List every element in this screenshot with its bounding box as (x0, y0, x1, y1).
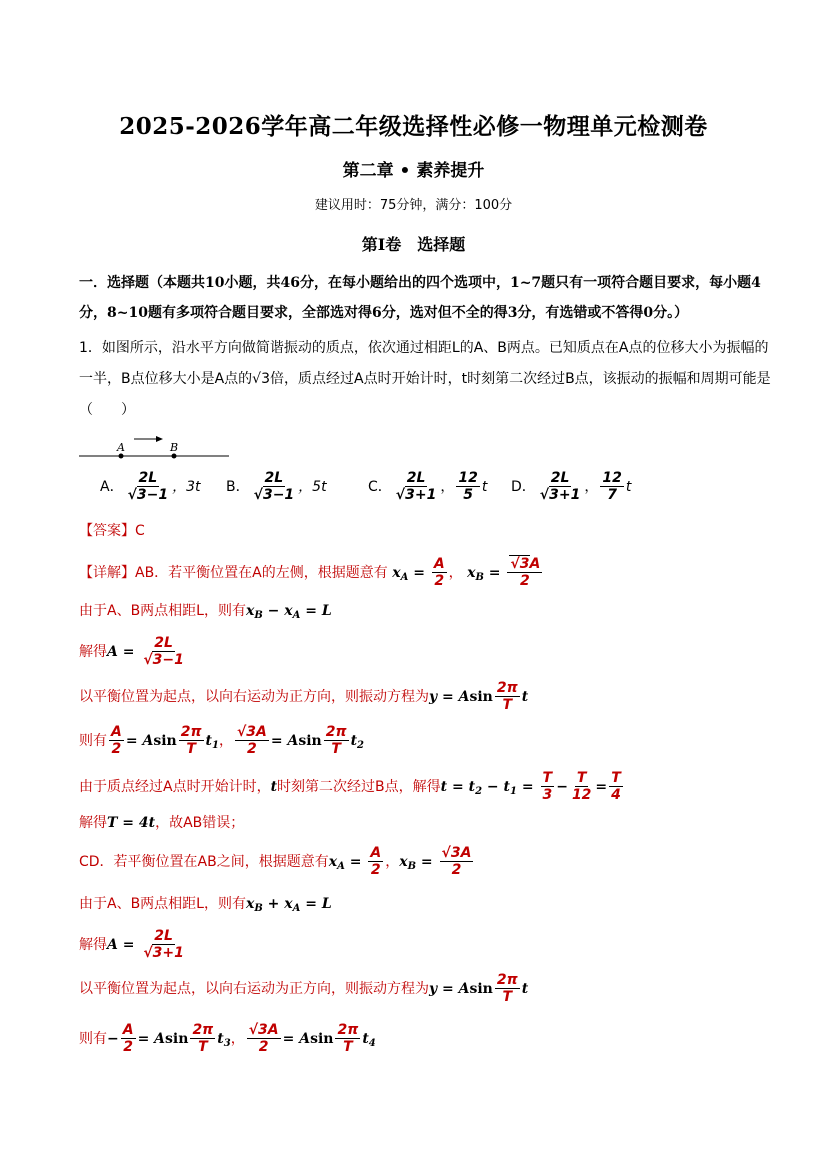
solution-line-11: 以平衡位置为起点，以向右运动为正方向，则振动方程为y = Asin $\frac{2\pi}{T}$ t (79, 972, 529, 1005)
label-a: A (117, 441, 125, 454)
solution-line-5: 则有 $\frac{A}{2}$ = Asin $\frac{2\pi}{T}$ $t_1$， $\frac{√3A}{2}$ = Asin $\frac{2\pi}{T}$ $t_2$ (79, 724, 365, 757)
time-info: 建议用时：75分钟，满分：100分 (314, 198, 513, 213)
solution-line-10: 解得A = $\frac{2L}{√3+1}$ (79, 928, 184, 961)
point-a-dot (119, 454, 124, 459)
solution-line-9: 由于A、B两点相距L，则有$x_B + x_A = L$ (79, 896, 332, 914)
label-b: B (170, 441, 179, 454)
chapter-subtitle: 第二章 • 素养提升 (342, 161, 485, 181)
question-1-figure (79, 432, 234, 462)
arrow-head-icon (156, 436, 163, 442)
page-title: 2025-2026学年高二年级选择性必修一物理单元检测卷 (119, 113, 708, 140)
part-instructions: 一．选择题（本题共10小题，共46分，在每小题给出的四个选项中，1~7题只有一项符合题目要求，每小题4分，8~10题有多项符合题目要求，全部选对得6分，选对但不全的得3分，有选错或不答得0分。） (79, 275, 761, 321)
point-b-dot (172, 454, 177, 459)
option-a[interactable]: A． $\frac{2L}{√3-1}$ ，3t (100, 470, 201, 503)
solution-line-12: 则有− $\frac{A}{2}$ = Asin $\frac{2\pi}{T}$ $t_3$， $\frac{√3A}{2}$ = Asin $\frac{2\pi}{T}$ $t_4$ (79, 1022, 376, 1055)
section-heading: 第I卷 选择题 (361, 235, 466, 254)
option-c[interactable]: C． $\frac{2L}{√3+1}$ ， $\frac{12}{5}$ t (368, 470, 488, 503)
solution-line-8: CD．若平衡位置在AB之间，根据题意有$x_A$ = $\frac{A}{2}$ ，$x_B$ = $\frac{√3A}{2}$ (79, 845, 472, 878)
question-1-text: 1．如图所示，沿水平方向做简谐振动的质点，依次通过相距L的A、B两点。已知质点在A点的位移大小为振幅的一半，B点位移大小是A点的√3倍，质点经过A点时开始计时，t时刻第二次经过B点，该振动的振幅和周期可能是（ ） (79, 340, 771, 418)
solution-line-3: 解得A = $\frac{2L}{√3-1}$ (79, 635, 184, 668)
solution-line-7: 解得T = 4t，故AB错误； (79, 815, 245, 831)
solution-line-4: 以平衡位置为起点，以向右运动为正方向，则振动方程为y = Asin $\frac{2\pi}{T}$ t (79, 680, 529, 713)
option-b[interactable]: B． $\frac{2L}{√3-1}$ ，5t (226, 470, 327, 503)
solution-line-2: 由于A、B两点相距L，则有$x_B - x_A = L$ (79, 603, 332, 621)
option-d[interactable]: D． $\frac{2L}{√3+1}$ ， $\frac{12}{7}$ t (511, 470, 632, 503)
solution-line-6: 由于质点经过A点时开始计时，t时刻第二次经过B点，解得$t = t_2 - t_1$ = $\frac{T}{3}$ − $\frac{T}{12}$ = $\frac{T}{4}$ (79, 770, 621, 803)
answer-line: 【答案】C (79, 523, 145, 539)
solution-line-1: 【详解】AB．若平衡位置在A的左侧，根据题意有 $x_A$ = $\frac{A}{2}$ ， $x_B$ = $\frac{√3A}{2}$ (79, 556, 541, 589)
